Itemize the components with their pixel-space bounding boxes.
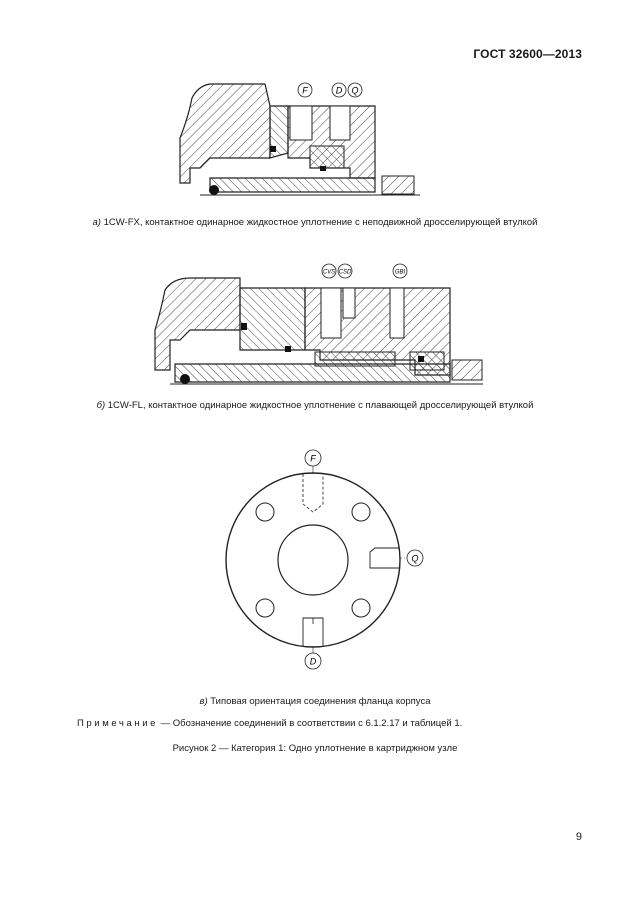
caption-b-letter: б) xyxy=(96,400,106,411)
figure-title: Рисунок 2 — Категория 1: Одно уплотнение в картриджном узле xyxy=(172,743,458,754)
caption-c xyxy=(0,696,630,708)
figure-c-drawing xyxy=(215,448,435,670)
caption-b xyxy=(0,400,630,412)
figure-b-drawing xyxy=(145,260,485,390)
shaft-sleeve xyxy=(175,364,450,382)
flange-bore xyxy=(278,525,348,595)
port-label-f: F xyxy=(302,85,308,96)
o-ring xyxy=(180,374,190,384)
caption-a-letter: а) xyxy=(92,217,101,228)
port-label-q: Q xyxy=(411,553,419,564)
port-label-cvs: CVS xyxy=(322,269,336,276)
housing-left xyxy=(155,278,240,370)
gland xyxy=(240,288,305,350)
port-channel-cvs xyxy=(321,288,341,338)
bolt-hole-2 xyxy=(352,503,370,521)
caption-a xyxy=(0,217,630,229)
bolt-hole-4 xyxy=(352,599,370,617)
housing-left xyxy=(180,84,270,183)
caption-a-text: 1CW-FX, контактное одинарное жидкостное уплотнение с неподвижной дросселирующей втулкой xyxy=(100,217,538,228)
caption-c-letter: в) xyxy=(199,696,208,707)
port-label-csd: CSD xyxy=(338,269,352,276)
caption-b-text: 1CW-FL, контактное одинарное жидкостное уплотнение с плавающей дросселирующей втулкой xyxy=(105,400,534,411)
port-channel-gbi xyxy=(390,288,404,338)
caption-c-text: Типовая ориентация соединения фланца корпуса xyxy=(207,696,431,707)
standard-number: ГОСТ 32600—2013 xyxy=(473,47,582,61)
o-ring-square-2 xyxy=(285,346,291,352)
figure-a-drawing xyxy=(170,78,430,200)
o-ring-square-1 xyxy=(241,323,247,330)
note-label: Примечание xyxy=(77,718,158,729)
throttle-bushing xyxy=(382,176,414,194)
bolt-hole-1 xyxy=(256,503,274,521)
note-text: — Обозначение соединений в соответствии с 6.1.2.17 и таблицей 1. xyxy=(158,718,463,729)
bolt-hole-3 xyxy=(256,599,274,617)
port-channel-csd xyxy=(343,288,355,318)
o-ring xyxy=(209,185,219,195)
port-label-d: D xyxy=(309,656,317,667)
port-label-d: D xyxy=(335,85,343,96)
o-ring-square-2 xyxy=(320,166,326,171)
o-ring-square-3 xyxy=(418,356,424,362)
seal-ring xyxy=(310,146,344,168)
port-channel-f xyxy=(290,106,312,140)
shaft-sleeve xyxy=(210,178,375,192)
port-channel-d xyxy=(330,106,350,140)
port-label-f: F xyxy=(310,453,316,464)
throttle-ring xyxy=(452,360,482,380)
page-number: 9 xyxy=(575,831,582,843)
port-label-gbi: GBI xyxy=(394,269,406,276)
o-ring-square-1 xyxy=(270,146,276,152)
note xyxy=(77,718,462,729)
port-label-q: Q xyxy=(351,85,359,96)
